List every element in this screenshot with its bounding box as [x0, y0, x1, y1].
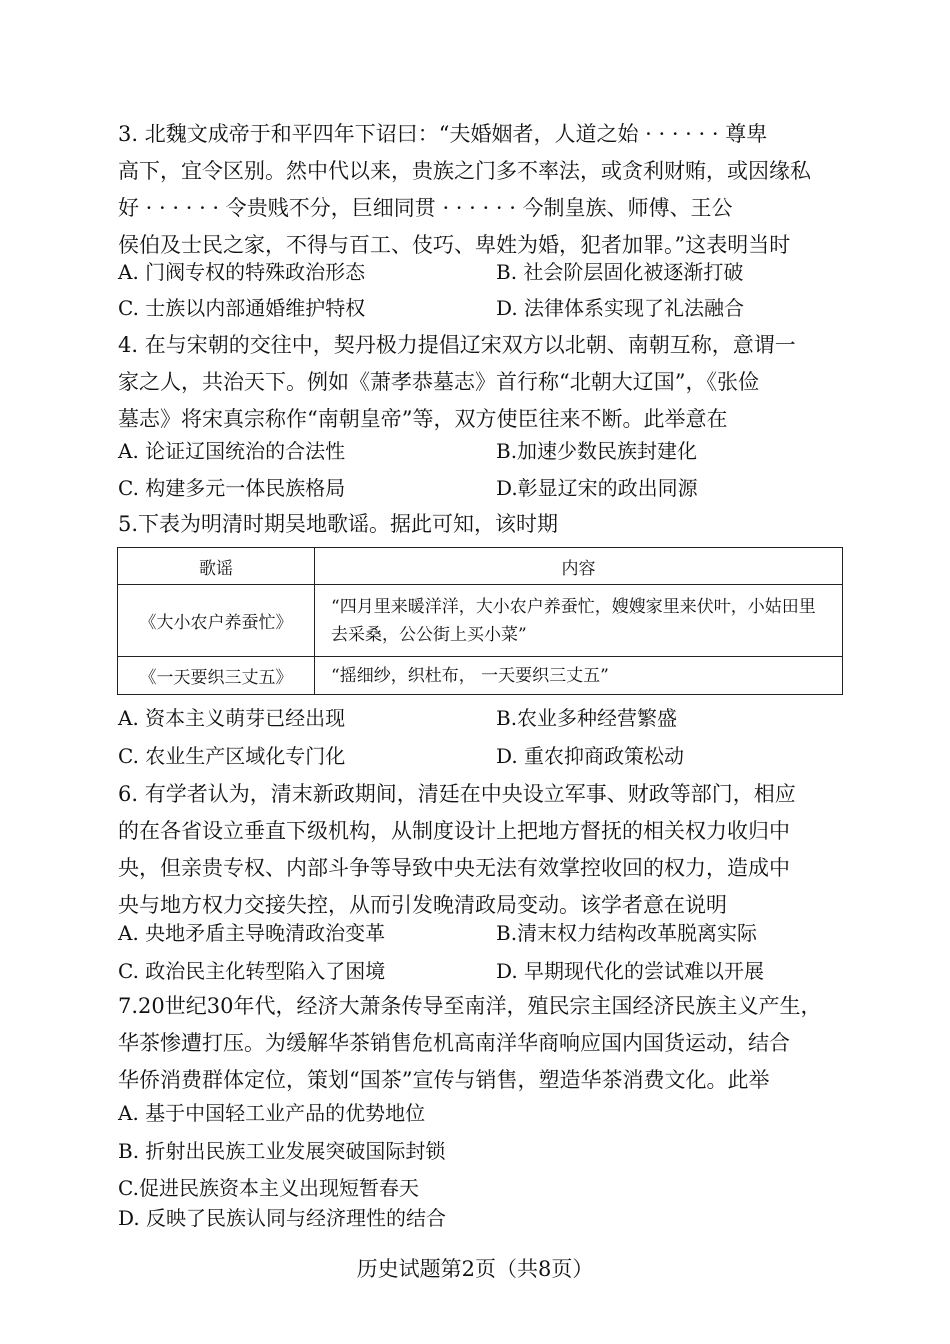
table-cell-song: 《一天要织三丈五》: [118, 657, 315, 695]
question-4-line: 4. 在与宋朝的交往中，契丹极力提倡辽宋双方以北朝、南朝互称，意谓一: [118, 333, 796, 357]
question-7-line: 华侨消费群体定位，策划“国茶”宣传与销售，塑造华茶消费文化。此举: [118, 1068, 770, 1092]
question-7: [118, 988, 854, 1099]
question-4-line: 墓志》将宋真宗称作“南朝皇帝”等，双方使臣往来不断。此举意在: [118, 407, 728, 431]
question-4-options-row-2: [118, 470, 854, 506]
option-c[interactable]: C. 农业生产区域化专门化: [118, 744, 346, 768]
option-a[interactable]: A. 基于中国轻工业产品的优势地位: [118, 1101, 426, 1125]
option-a[interactable]: A. 资本主义萌芽已经出现: [118, 706, 346, 730]
question-3-options-row-2: [118, 290, 854, 326]
question-7-line: 7.20世纪30年代，经济大萧条传导至南洋，殖民宗主国经济民族主义产生，: [118, 994, 822, 1018]
page-footer: 历史试题第2页（共8页）: [356, 1257, 594, 1281]
question-3-line: 好 · · · · · · 令贵贱不分，巨细同贯 · · · · · · 今制皇族、师傅、王公: [118, 196, 733, 220]
question-6-line: 的在各省设立垂直下级机构，从制度设计上把地方督抚的相关权力收归中: [118, 819, 790, 843]
question-6-options-row-2: [118, 953, 854, 989]
option-d[interactable]: D. 法律体系实现了礼法融合: [496, 296, 745, 320]
option-b[interactable]: B. 社会阶层固化被逐渐打破: [496, 260, 744, 284]
option-a[interactable]: A. 论证辽国统治的合法性: [118, 439, 346, 463]
table-header-cell: 歌谣: [118, 548, 315, 585]
table-row: [118, 657, 843, 695]
question-7-line: 华茶惨遭打压。为缓解华茶销售危机高南洋华商响应国内国货运动，结合: [118, 1031, 790, 1055]
question-6: [118, 776, 854, 924]
table-cell-content: “四月里来暖洋洋，大小农户养蚕忙，嫂嫂家里来伏叶，小姑田里去采桑，公公街上买小菜”: [315, 585, 843, 657]
table-cell-content: “摇细纱，织杜布， 一天要织三丈五”: [315, 657, 843, 695]
folk-song-table: [117, 547, 843, 695]
question-4-options-row-1: [118, 433, 854, 469]
option-d[interactable]: D. 重农抑商政策松动: [496, 744, 685, 768]
question-5-options-row-1: [118, 700, 854, 736]
option-b[interactable]: B.农业多种经营繁盛: [496, 706, 678, 730]
option-d[interactable]: D. 反映了民族认同与经济理性的结合: [118, 1206, 447, 1230]
option-b[interactable]: B. 折射出民族工业发展突破国际封锁: [118, 1139, 446, 1163]
question-3-line: 高下，宜令区别。然中代以来，贵族之门多不率法，或贪利财贿，或因缘私: [118, 159, 811, 183]
question-5-options-row-2: [118, 738, 854, 774]
option-c[interactable]: C. 构建多元一体民族格局: [118, 476, 346, 500]
question-4: [118, 327, 854, 438]
question-5-line: 5.下表为明清时期吴地歌谣。据此可知，该时期: [118, 512, 559, 536]
table-header-row: [118, 548, 843, 585]
question-6-line: 央，但亲贵专权、内部斗争等导致中央无法有效掌控收回的权力，造成中: [118, 856, 790, 880]
option-b[interactable]: B.加速少数民族封建化: [496, 439, 698, 463]
question-3: [118, 116, 854, 264]
question-6-line: 6. 有学者认为，清末新政期间，清廷在中央设立军事、财政等部门，相应: [118, 782, 796, 806]
option-b[interactable]: B.清末权力结构改革脱离实际: [496, 921, 758, 945]
option-c[interactable]: C. 士族以内部通婚维护特权: [118, 296, 366, 320]
question-3-line: 侯伯及士民之家，不得与百工、伎巧、卑姓为婚，犯者加罪。”这表明当时: [118, 233, 791, 257]
option-c[interactable]: C.促进民族资本主义出现短暂春天: [118, 1176, 419, 1200]
question-3-options-row-1: [118, 254, 854, 290]
option-d[interactable]: D. 早期现代化的尝试难以开展: [496, 959, 765, 983]
question-5: [118, 506, 854, 543]
option-a[interactable]: A. 央地矛盾主导晚清政治变革: [118, 921, 386, 945]
option-d[interactable]: D.彰显辽宋的政出同源: [496, 476, 698, 500]
question-3-line: 3. 北魏文成帝于和平四年下诏曰：“夫婚姻者，人道之始 · · · · · · 尊卑: [118, 122, 768, 146]
table-row: [118, 585, 843, 657]
question-6-options-row-1: [118, 915, 854, 951]
option-c[interactable]: C. 政治民主化转型陷入了困境: [118, 959, 386, 983]
option-a[interactable]: A. 门阀专权的特殊政治形态: [118, 260, 366, 284]
table-header-cell: 内容: [315, 548, 843, 585]
table-cell-song: 《大小农户养蚕忙》: [118, 585, 315, 657]
question-6-line: 央与地方权力交接失控，从而引发晚清政局变动。该学者意在说明: [118, 893, 727, 917]
question-4-line: 家之人，共治天下。例如《萧孝恭墓志》首行称“北朝大辽国”，《张俭: [118, 370, 759, 394]
